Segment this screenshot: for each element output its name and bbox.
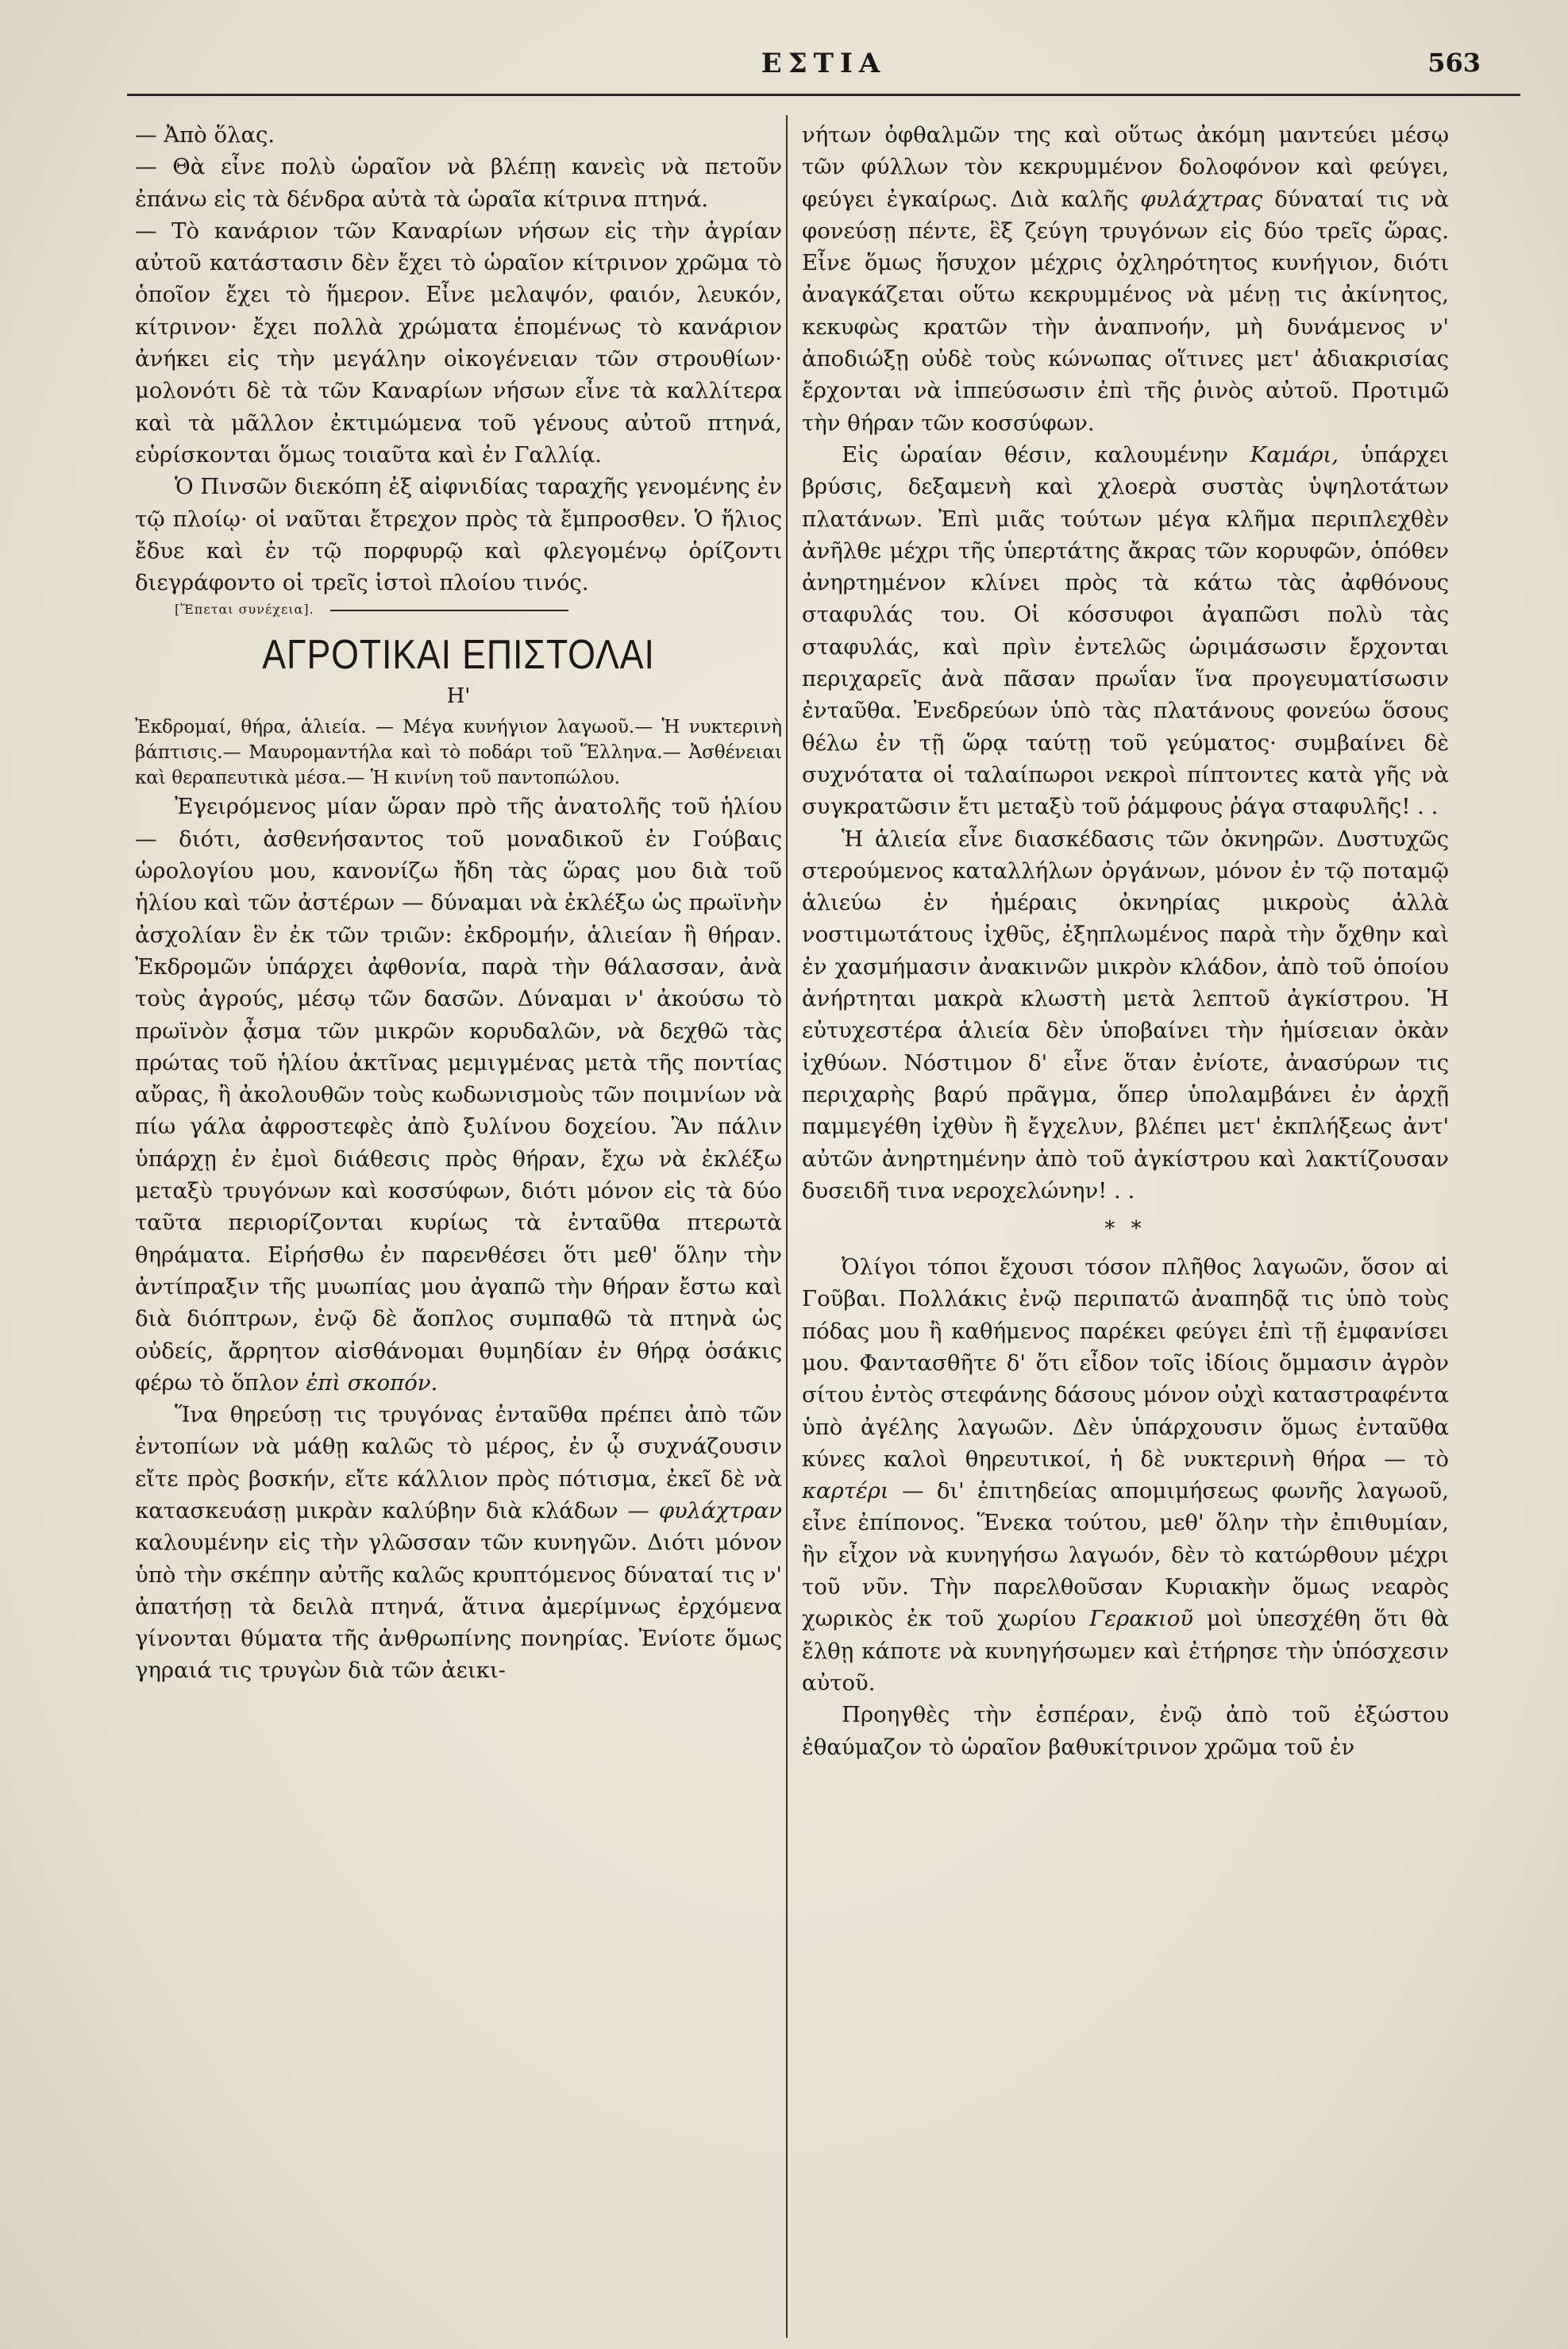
- letter-paragraph: Ἡ ἁλιεία εἶνε διασκέδασις τῶν ὀκνηρῶν. Δυστυχῶς στερούμενος καταλλήλων ὀργάνων, μόνον ἐν τῷ ποταμῷ ἁλιεύω ἐν ἡμέραις ὀκνηρίας μικροὺς ἀλλὰ νοστιμωτάτους ἰχθῦς, ἐξηπλωμένος παρὰ τὴν ὄχθην καὶ ἐν χασμήμασιν ἀνακινῶν μικρὸν κλάδον, ἀπὸ τοῦ ὁποίου ἀνήρτηται μακρὰ κλωστὴ μετὰ λεπτοῦ ἀγκίστρου. Ἡ εὐτυχεστέρα ἁλιεία δὲν ὑποβαίνει τὴν ἡμίσειαν ὀκὰν ἰχθύων. Νόστιμον δ' εἶνε ὅταν ἐνίοτε, ἀνασύρων τις περιχαρὴς βαρύ πρᾶγμα, ὅπερ ὑπολαμβάνει ἐν ἀρχῇ παμμεγέθη ἰχθὺν ἢ ἔγχελυν, βλέπει μετ' ἐκπλήξεως ἀντ' αὐτῶν ἀνηρτημένην ἀπὸ τοῦ ἀγκίστρου καὶ λακτίζουσαν δυσειδῆ τινα νεροχελώνην! . .: [802, 826, 1449, 1203]
- letter-text: Ἐγειρόμενος μίαν ὥραν πρὸ τῆς ἀνατολῆς τοῦ ἡλίου — διότι, ἀσθενήσαντος τοῦ μοναδικοῦ ἐν Γούβαις ὡρολογίου μου, κανονίζω ἤδη τὰς ὥρας μου διὰ τοῦ ἡλίου καὶ τῶν ἀστέρων — δύναμαι νὰ ἐκλέξω ὡς πρωϊνὴν ἀσχολίαν ἓν ἐκ τῶν τριῶν: ἐκδρομήν, ἁλιείαν ἢ θήραν. Ἐκδρομῶν ὑπάρχει ἀφθονία, παρὰ τὴν θάλασσαν, ἀνὰ τοὺς ἀγρούς, μέσῳ τῶν δασῶν. Δύναμαι ν' ἀκούσω τὸ πρωϊνὸν ᾆσμα τῶν μικρῶν κορυδαλῶν, νὰ δεχθῶ τὰς πρώτας τοῦ ἡλίου ἀκτῖνας μεμιγμένας μετὰ τῆς ποντίας αὔρας, ἢ ἀκολουθῶν τοὺς κωδωνισμοὺς τῶν ποιμνίων νὰ πίω γάλα ἀφροστεφὲς ἀπὸ ξυλίνου δοχείου. Ἂν πάλιν ὑπάρχῃ ἐν ἐμοὶ διάθεσις πρὸς θήραν, ἔχω νὰ ἐκλέξω μεταξὺ τρυγόνων καὶ κοσσύφων, διότι μόνον εἰς τὰ δύο ταῦτα περιορίζονται κυρίως τὰ ἐνταῦθα πτερωτὰ θηράματα. Εἰρήσθω ἐν παρενθέσει ὅτι μεθ' ὅλην τὴν ἀντίπραξιν τῆς μυωπίας μου ἀγαπῶ τὴν θήραν ἔστω καὶ διὰ διόπτρων, ἐνῷ δὲ ἄοπλος συμπαθῶ τὰ πτηνὰ ὡς οὐδείς, ἄρρητον αἰσθάνομαι θυμηδίαν ἐν θήρᾳ ὁσάκις φέρω τὸ ὅπλον: [135, 794, 782, 1396]
- letter-emphasis: ἐπὶ σκοπόν.: [306, 1369, 438, 1396]
- section-stars: * *: [1104, 1217, 1146, 1242]
- letter-paragraph: [802, 1251, 1449, 1699]
- letter-emphasis: καρτέρι: [802, 1478, 889, 1504]
- letter-text: — δι' ἐπιτηδείας απομιμήσεως φωνῆς λαγωοῦ, εἶνε ἐπίπονος. Ἕνεκα τούτου, μεθ' ὅλην τὴν ἐπιθυμίαν, ἣν εἶχον νὰ κυνηγήσω λαγωόν, δὲν τὸ κατώρθουν μέχρι τοῦ νῦν. Τὴν παρελθοῦσαν Κυριακὴν ὅμως νεαρὸς χωρικὸς ἐκ τοῦ χωρίου: [802, 1478, 1449, 1632]
- continued-note-text: [Ἕπεται συνέχεια].: [175, 602, 314, 618]
- story-paragraph: — Τὸ κανάριον τῶν Καναρίων νήσων εἰς τὴν ἀγρίαν αὐτοῦ κατάστασιν δὲν ἔχει τὸ ὡραῖον κίτρινον χρῶμα τὸ ὁποῖον ἔχει τὸ ἥμερον. Εἶνε μελαψόν, φαιόν, λευκόν, κίτρινον· ἔχει πολλὰ χρώματα ἑπομένως τὸ κανάριον ἀνήκει εἰς τὴν μεγάλην οἰκογένειαν τῶν στρουθίων· μολονότι δὲ τὰ τῶν Καναρίων νήσων εἶνε τὰ καλλίτερα καὶ τὰ μᾶλλον ἐκτιμώμενα τοῦ γένους αὐτοῦ πτηνά, εὑρίσκονται ὅμως τοιαῦτα καὶ ἐν Γαλλίᾳ.: [135, 218, 782, 468]
- letter-text: Εἰς ὡραίαν θέσιν, καλουμένην: [842, 441, 1229, 468]
- section-subtitle: Ἐκδρομαί, θήρα, ἁλιεία. — Μέγα κυνήγιον λαγωοῦ.— Ἡ νυκτερινὴ βάπτισις.— Μαυρομαντήλα καὶ τὸ ποδάρι τοῦ Ἕλληνα.— Ἀσθένειαι καὶ θεραπευτικὰ μέσα.— Ἡ κινίνη τοῦ παντοπώλου.: [135, 717, 782, 789]
- page-number: 563: [1427, 48, 1481, 78]
- letter-text: νήτων ὀφθαλμῶν της καὶ οὕτως ἀκόμη μαντεύει μέσῳ τῶν φύλλων τὸν κεκρυμμένον δολοφόνον καὶ φεύγει, φεύγει ἐγκαίρως. Διὰ καλῆς: [802, 122, 1449, 212]
- running-title: ΕΣΤΙΑ: [761, 48, 887, 79]
- letter-text: Ὀλίγοι τόποι ἔχουσι τόσον πλῆθος λαγωῶν, ὅσον αἱ Γοῦβαι. Πολλάκις ἐνῷ περιπατῶ ἀναπηδᾷ τις ὑπὸ τοὺς πόδας μου ἢ καθήμενος παρέκει φεύγει ἐπὶ τῇ ἐμφανίσει μου. Φαντασθῆτε δ' ὅτι εἶδον τοῖς ἰδίοις ὄμμασιν ἀγρὸν σίτου ἐντὸς στεφάνης δάσους μόνον οὐχὶ καταστραφέντα ὑπὸ ἀγέλης λαγωῶν. Δὲν ὑπάρχουσιν ὅμως ἐνταῦθα κύνες καλοὶ θηρευτικοί, ἡ δὲ νυκτερινὴ θήρα — τὸ: [802, 1254, 1449, 1472]
- letter-paragraph: Προηγθὲς τὴν ἑσπέραν, ἐνῷ ἀπὸ τοῦ ἐξώστου ἐθαύμαζον τὸ ὡραῖον βαθυκίτρινον χρῶμα τοῦ ἐν: [802, 1702, 1449, 1760]
- letter-emphasis: φυλάχτρας: [1140, 186, 1263, 212]
- story-paragraph: — Ἀπὸ ὅλας.: [135, 122, 275, 148]
- continued-note: [175, 600, 782, 619]
- story-paragraph: Ὁ Πινσῶν διεκόπη ἐξ αἰφνιδίας ταραχῆς γενομένης ἐν τῷ πλοίῳ· οἱ ναῦται ἔτρεχον πρὸς τὰ ἔμπροσθεν. Ὁ ἥλιος ἔδυε καὶ ἐν τῷ πορφυρῷ καὶ φλεγομένῳ ὁρίζοντι διεγράφοντο οἱ τρεῖς ἱστοὶ πλοίου τινός.: [135, 474, 782, 596]
- right-column: [802, 119, 1449, 1763]
- letter-paragraph: [135, 1399, 782, 1687]
- letter-text: Ἵνα θηρεύσῃ τις τρυγόνας ἐνταῦθα πρέπει ἀπὸ τῶν ἐντοπίων νὰ μάθῃ καλῶς τὸ μέρος, ἐν ᾧ συχνάζουσιν εἴτε πρὸς βοσκήν, εἴτε κάλλιον πρὸς πότισμα, ἐκεῖ δὲ νὰ κατασκευάσῃ μικρὰν καλύβην διὰ κλάδων —: [135, 1402, 782, 1523]
- letter-emphasis: Γερακιοῦ: [1089, 1606, 1193, 1632]
- letter-text: ὑπάρχει βρύσις, δεξαμενὴ καὶ χλοερὰ συστὰς ὑψηλοτάτων πλατάνων. Ἐπὶ μιᾶς τούτων μέγα κλῆμα περιπλεχθὲν ἀνῆλθε μέχρι τῆς ὑπερτάτης ἄκρας τῶν κορυφῶν, ὁπόθεν ἀνηρτημένον κλίνει πρὸς τὰ κάτω τὰς ἀφθόνους σταφυλάς του. Οἱ κόσσυφοι ἀγαπῶσι πολὺ τὰς σταφυλάς, καὶ πρὶν ἐντελῶς ὡριμάσωσιν ἔρχονται περιχαρεῖς ἀνὰ πᾶσαν πρωΐαν ἵνα προγευματίσωσιν ἐνταῦθα. Ἐνεδρεύων ὑπὸ τὰς πλατάνους φονεύω ὅσους θέλω ἐν τῇ ὥρᾳ ταύτῃ τοῦ γεύματος· συμβαίνει δὲ συχνότατα οἱ ταλαίπωροι νεκροὶ πίπτοντες κατὰ γῆς νὰ συγκρατῶσιν ἔτι μεταξὺ τοῦ ῥάμφους ῥάγα σταφυλῆς! . .: [802, 441, 1449, 820]
- continued-rule: [330, 610, 568, 611]
- letter-emphasis: φυλάχτραν: [658, 1497, 782, 1523]
- left-column: [135, 119, 782, 1687]
- letter-paragraph: [802, 119, 1449, 439]
- letter-text: δύναταί τις νὰ φονεύσῃ πέντε, ἓξ ζεύγη τρυγόνων εἰς δύο τρεῖς ὥρας. Εἶνε ὅμως ἥσυχον μέχρις ὀχληρότητος κυνήγιον, διότι ἀναγκάζεται οὕτω κεκρυμμένος νὰ μένῃ τις ἀκίνητος, κεκυφὼς κρατῶν τὴν ἀναπνοήν, μὴ δυνάμενος ν' ἀποδιώξῃ οὐδὲ τοὺς κώνωπας οἵτινες μετ' ἀδιακρισίας ἔρχονται νὰ ἱππεύσωσιν ἐπὶ τῆς ῥινὸς αὐτοῦ. Προτιμῶ τὴν θήραν τῶν κοσσύφων.: [802, 186, 1449, 436]
- column-divider: [786, 115, 788, 2338]
- header-rule: [127, 94, 1520, 96]
- letter-paragraph: [135, 791, 782, 1399]
- letter-paragraph: [802, 439, 1449, 823]
- page-header: [127, 32, 1520, 103]
- letter-text: καλουμένην εἰς τὴν γλῶσσαν τῶν κυνηγῶν. Διότι μόνον ὑπὸ τὴν σκέπην αὐτῆς καλῶς κρυπτόμενος δύναταί τις ν' ἀπατήσῃ τὰ δειλὰ πτηνά, ἅτινα ἀμερίμνως ἐρχόμενα γίνονται θύματα τῆς ἀνθρωπίνης πονηρίας. Ἐνίοτε ὅμως γηραιά τις τρυγὼν διὰ τῶν ἀεικι-: [135, 1530, 782, 1684]
- section-title: ΑΓΡΟΤΙΚΑΙ ΕΠΙΣΤΟΛΑΙ: [262, 632, 655, 679]
- letter-text: μοὶ ὑπεσχέθη ὅτι θὰ ἔλθῃ κάποτε νὰ κυνηγήσωμεν καὶ ἐτήρησε τὴν ὑπόσχεσιν αὐτοῦ.: [802, 1606, 1449, 1696]
- letter-emphasis: Καμάρι,: [1250, 441, 1339, 468]
- story-paragraph: — Θὰ εἶνε πολὺ ὡραῖον νὰ βλέπῃ κανεὶς νὰ πετοῦν ἐπάνω εἰς τὰ δένδρα αὐτὰ τὰ ὡραῖα κίτρινα πτηνά.: [135, 154, 782, 212]
- section-number: Η': [446, 684, 471, 709]
